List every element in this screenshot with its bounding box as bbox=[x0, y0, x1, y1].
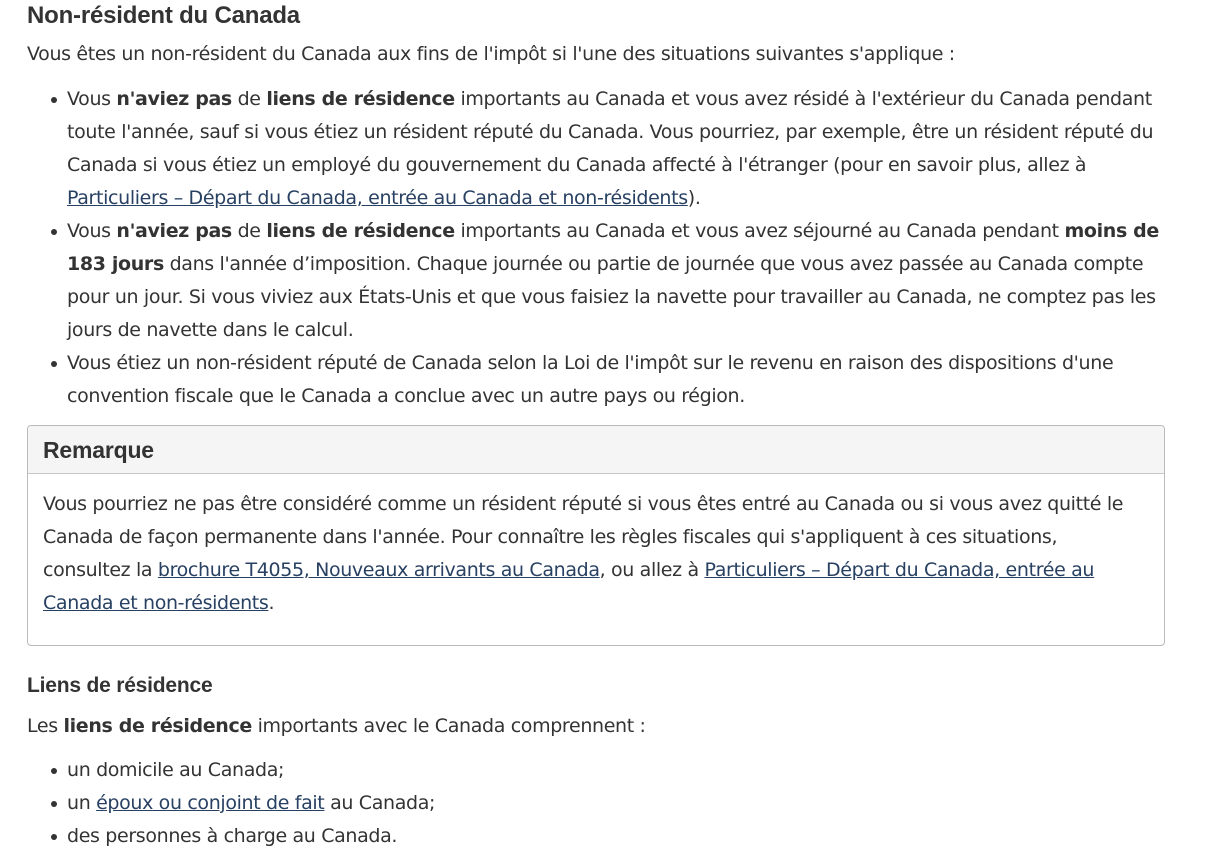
text: ). bbox=[687, 187, 701, 209]
text: . bbox=[268, 592, 275, 614]
note-title: Remarque bbox=[43, 437, 154, 463]
text: dans l'année d’imposition. Chaque journée ou partie de journée que vous avez passée au Canada compte pour un jour. Si vous viviez aux États-Unis et que vous faisiez la navette pour travailler au Canada, ne comptez pas les jours de navette dans le calcul. bbox=[67, 253, 1156, 341]
spouse-partner-link[interactable]: époux ou conjoint de fait bbox=[96, 792, 325, 814]
residential-ties-list bbox=[27, 754, 1177, 853]
text: Vous pourriez ne pas être considéré comme un résident réputé si vous êtes entré au Canada ou si vous avez quitté le Canada de façon permanente dans l'année. Pour connaître les règles fiscales qui s'appliquent à ces situations, consultez la bbox=[43, 493, 1124, 581]
ties-title: Liens de résidence bbox=[27, 674, 213, 697]
text: de bbox=[231, 220, 267, 242]
text: , ou allez à bbox=[599, 559, 705, 581]
list-item bbox=[27, 83, 1177, 215]
list-item: des personnes à charge au Canada. bbox=[27, 820, 1177, 853]
list-item bbox=[27, 787, 1177, 820]
text: au Canada; bbox=[324, 792, 436, 814]
text: importants au Canada et vous avez séjourné au Canada pendant bbox=[454, 220, 1065, 242]
list-item: un domicile au Canada; bbox=[27, 754, 1177, 787]
list-item bbox=[27, 215, 1177, 347]
text: Vous bbox=[67, 220, 117, 242]
text: de bbox=[231, 88, 267, 110]
intro-text: Vous êtes un non-résident du Canada aux fins de l'impôt si l'une des situations suivantes s'applique : bbox=[27, 43, 955, 65]
departure-entry-link[interactable]: Particuliers – Départ du Canada, entrée au Canada et non-résidents bbox=[67, 187, 688, 209]
text: Vous bbox=[67, 88, 117, 110]
text: importants au Canada et vous avez résidé à l'extérieur du Canada pendant toute l'année, sauf si vous étiez un résident réputé du Canada. Vous pourriez, par exemple, être un résident réputé du Canada si vous étiez un employé du gouvernement du Canada affecté à l'étranger (pour en savoir plus, allez à bbox=[67, 88, 1154, 176]
bold-text: n'aviez pas bbox=[116, 88, 232, 110]
bold-text: n'aviez pas bbox=[116, 220, 232, 242]
text: Vous étiez un non-résident réputé de Canada selon la Loi de l'impôt sur le revenu en raison des dispositions d'une convention fiscale que le Canada a conclue avec un autre pays ou région. bbox=[67, 352, 1114, 407]
text: importants avec le Canada comprennent : bbox=[251, 715, 646, 737]
section-title: Non-résident du Canada bbox=[27, 2, 300, 29]
brochure-t4055-link[interactable]: brochure T4055, Nouveaux arrivants au Canada bbox=[157, 559, 600, 581]
note-body bbox=[43, 488, 1143, 620]
text: un bbox=[67, 792, 97, 814]
list-item bbox=[27, 347, 1177, 413]
bold-text: liens de résidence bbox=[266, 220, 455, 242]
bold-text: liens de résidence bbox=[63, 715, 252, 737]
note-header bbox=[28, 426, 1164, 474]
bold-text: liens de résidence bbox=[266, 88, 455, 110]
note-panel bbox=[27, 425, 1165, 646]
nonresident-conditions-list bbox=[27, 83, 1177, 413]
bold-text: moins de 183 jours bbox=[67, 220, 1159, 275]
text: Les bbox=[27, 715, 64, 737]
ties-intro bbox=[27, 710, 646, 743]
departure-entry-link[interactable]: Particuliers – Départ du Canada, entrée au Canada et non-résidents bbox=[43, 559, 1095, 614]
